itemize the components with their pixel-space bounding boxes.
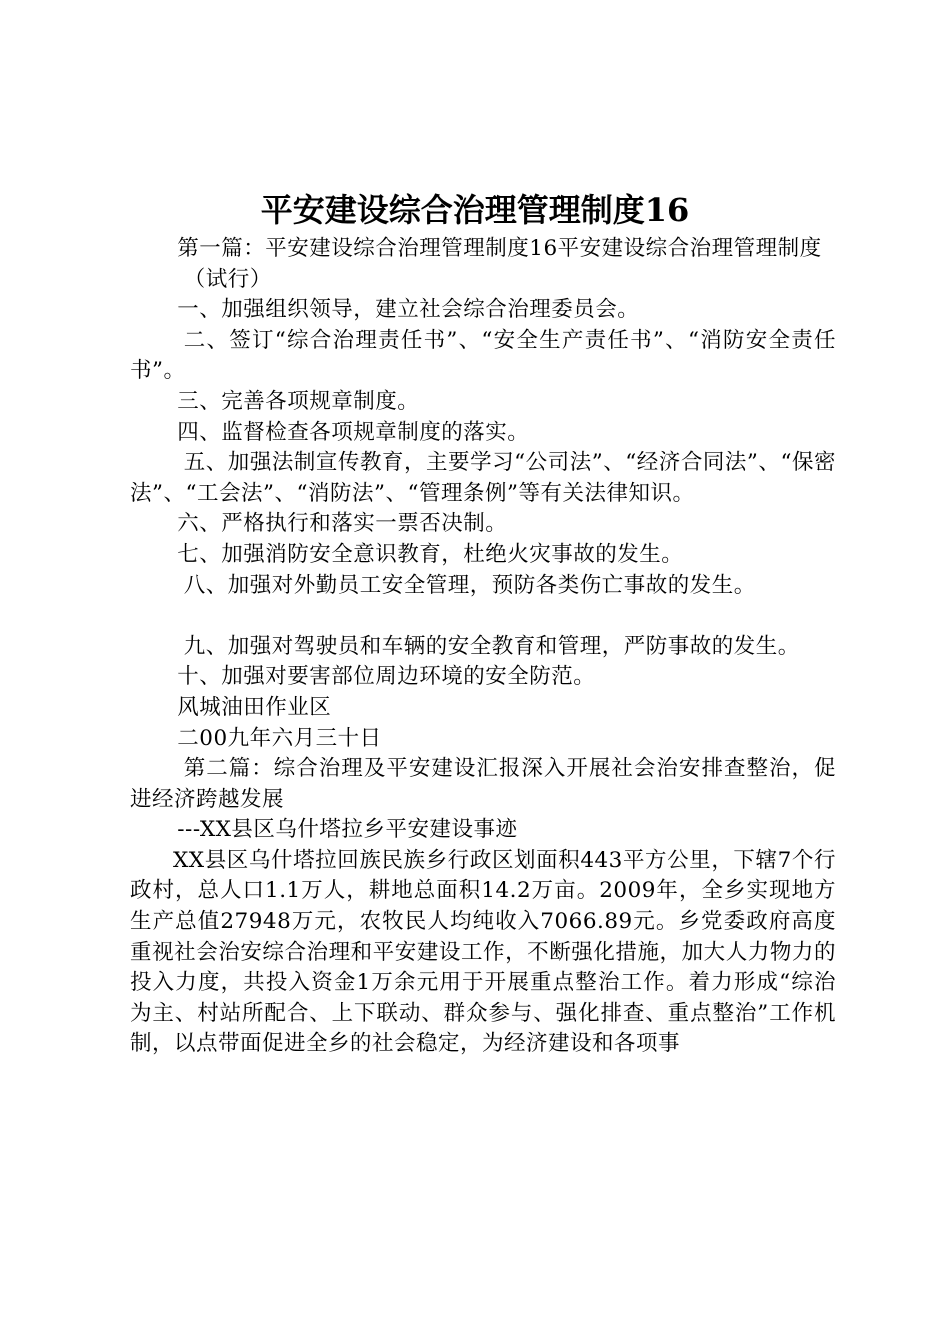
paragraph-10: 八、加强对外勤员工安全管理，预防各类伤亡事故的发生。 bbox=[183, 572, 756, 598]
paragraph-1: 第一篇：平安建设综合治理管理制度16平安建设综合治理管理制度 bbox=[177, 236, 822, 261]
paragraph-3: 一、加强组织领导，建立社会综合治理委员会。 bbox=[177, 297, 640, 323]
paragraph-15: 第二篇：综合治理及平安建设汇报深入开展社会治安排查整治，促进经济跨越发展 bbox=[130, 756, 836, 812]
paragraph-14: 二00九年六月三十日 bbox=[177, 725, 382, 751]
document-body bbox=[130, 234, 836, 1060]
paragraph-8: 六、严格执行和落实一票否决制。 bbox=[177, 511, 508, 537]
paragraph-5: 三、完善各项规章制度。 bbox=[177, 388, 420, 414]
paragraph-7: 五、加强法制宣传教育，主要学习“公司法”、“经济合同法”、“保密法”、“工会法”、“消防法”、“管理条例”等有关法律知识。 bbox=[130, 450, 836, 506]
paragraph-2: （试行） bbox=[183, 266, 272, 292]
paragraph-13: 风城油田作业区 bbox=[177, 694, 332, 720]
paragraph-6: 四、监督检查各项规章制度的落实。 bbox=[177, 419, 530, 445]
paragraph-17: XX县区乌什塔拉回族民族乡行政区划面积443平方公里，下辖7个行政村，总人口1.1万人，耕地总面积14.2万亩。2009年，全乡实现地方生产总值27948万元，农牧民人均纯收入7066.89元。乡党委政府高度重视社会治安综合治理和平安建设工作，不断强化措施，加大人力物力的投入力度，共投入资金1万余元用于开展重点整治工作。着力形成“综治为主、村站所配合、上下联动、群众参与、强化排查、重点整治”工作机制，以点带面促进全乡的社会稳定，为经济建设和各项事 bbox=[130, 847, 836, 1057]
paragraph-12: 十、加强对要害部位周边环境的安全防范。 bbox=[177, 664, 596, 690]
blank-line bbox=[130, 601, 836, 632]
paragraph-9: 七、加强消防安全意识教育，杜绝火灾事故的发生。 bbox=[177, 541, 684, 567]
paragraph-4: 二、签订“综合治理责任书”、“安全生产责任书”、“消防安全责任书”。 bbox=[130, 327, 836, 384]
document-title: 平安建设综合治理管理制度16 bbox=[260, 191, 690, 229]
paragraph-11: 九、加强对驾驶员和车辆的安全教育和管理，严防事故的发生。 bbox=[183, 633, 800, 659]
paragraph-16: ---XX县区乌什塔拉乡平安建设事迹 bbox=[177, 817, 518, 843]
